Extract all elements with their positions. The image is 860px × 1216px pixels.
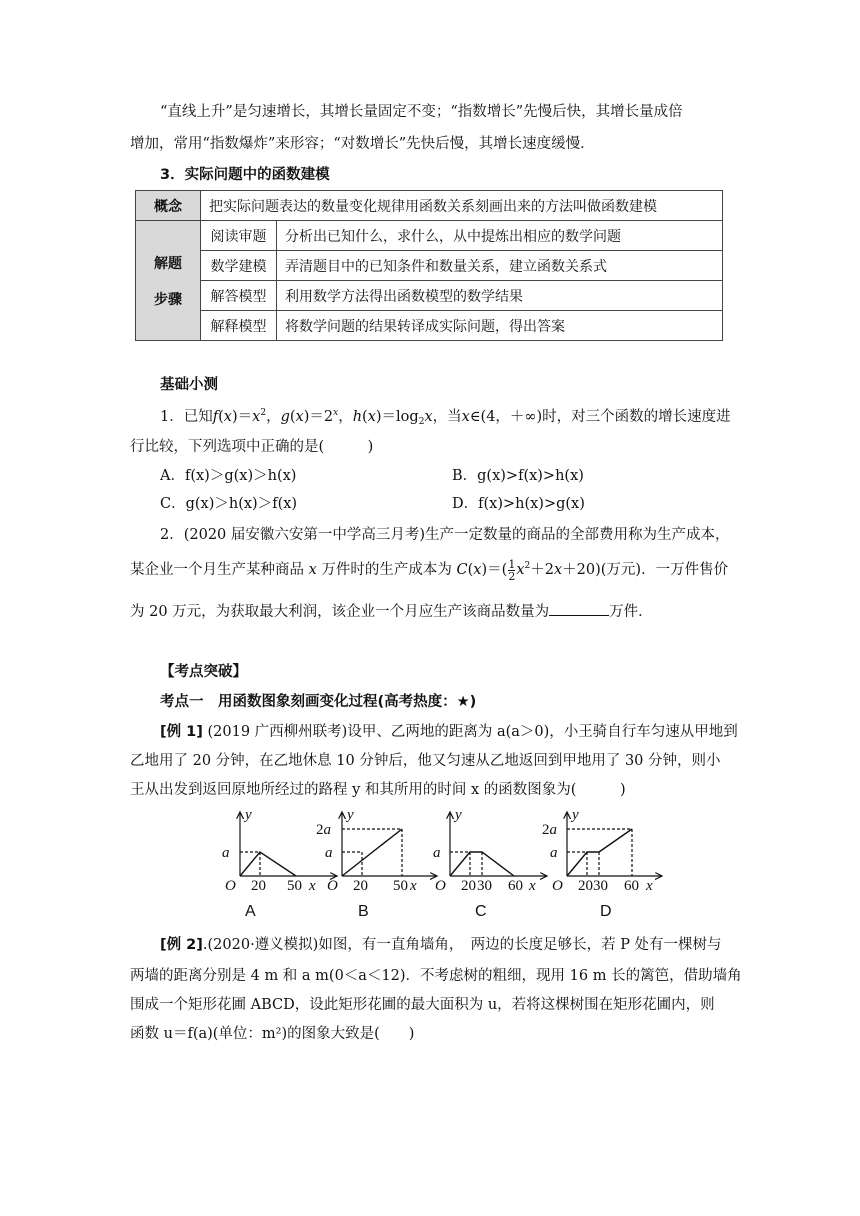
- q2-text-c: (万元)．一万件售价: [600, 562, 729, 578]
- step-name: 解释模型: [201, 311, 277, 341]
- ex2-line-1: [160, 930, 730, 960]
- intro-line-2: 增加，常用“指数爆炸”来形容；“对数增长”先快后慢，其增长速度缓慢．: [130, 136, 595, 152]
- fraction-half: $\frac{1}{2}$: [508, 557, 516, 583]
- svg-text:x: x: [529, 878, 536, 894]
- svg-text:O: O: [552, 878, 563, 894]
- svg-text:y: y: [347, 807, 354, 823]
- kp1-title: 考点一 用函数图象刻画变化过程(高考热度：★): [160, 694, 477, 710]
- step-desc: 分析出已知什么，求什么，从中提炼出相应的数学问题: [277, 221, 723, 251]
- graph-d[interactable]: [542, 807, 662, 920]
- q1-line-2: 行比较，下列选项中正确的是( ): [130, 439, 374, 455]
- step-desc: 将数学问题的结果转译成实际问题，得出答案: [277, 311, 723, 341]
- q2-line-1: 2．(2020 届安徽六安第一中学高三月考)生产一定数量的商品的全部费用称为生产成本，: [160, 527, 730, 543]
- ex1-line-3: 王从出发到返回原地所经过的路程 y 和其所用的时间 x 的函数图象为( ): [130, 782, 626, 798]
- q1-cond: ，当: [432, 409, 462, 425]
- graphs-svg: [212, 806, 682, 930]
- step-desc: 弄清题目中的已知条件和数量关系，建立函数关系式: [277, 251, 723, 281]
- svg-text:60: 60: [624, 878, 639, 894]
- table-row: [136, 191, 723, 221]
- svg-text:x: x: [646, 878, 653, 894]
- q2-text-d: 为 20 万元，为获取最大利润，该企业一个月应生产该商品数量为: [130, 604, 550, 620]
- svg-text:20: 20: [353, 878, 368, 894]
- section-3-title: 3．实际问题中的函数建模: [160, 167, 330, 183]
- svg-text:y: y: [572, 807, 579, 823]
- svg-text:B: B: [358, 903, 369, 920]
- svg-text:a: a: [222, 845, 230, 861]
- q1-option-c[interactable]: C．g(x)＞h(x)＞f(x): [160, 496, 298, 512]
- svg-text:2a: 2a: [542, 822, 557, 838]
- svg-text:D: D: [600, 903, 612, 920]
- table-row: [136, 251, 723, 281]
- step-desc: 利用数学方法得出函数模型的数学结果: [277, 281, 723, 311]
- q2-text-a: 某企业一个月生产某种商品: [130, 562, 304, 578]
- concept-text: 把实际问题表达的数量变化规律用函数关系刻画出来的方法叫做函数建模: [201, 191, 723, 221]
- breakthrough-title: 【考点突破】: [160, 664, 247, 680]
- svg-text:O: O: [225, 878, 236, 894]
- steps-header-line-1: 解题: [154, 255, 182, 272]
- svg-text:50: 50: [393, 878, 408, 894]
- q1-option-d[interactable]: D．f(x)>h(x)>g(x): [452, 496, 585, 512]
- svg-text:30: 30: [477, 878, 492, 894]
- q2-text-e: 万件．: [609, 604, 653, 620]
- table-row: [136, 221, 723, 251]
- ex2-tag: [例 2]: [160, 937, 203, 953]
- concept-header: 概念: [136, 191, 201, 221]
- ex1-line-2: 乙地用了 20 分钟，在乙地休息 10 分钟后，他又匀速从乙地返回到甲地用了 30 分钟，则小: [130, 753, 721, 769]
- q1-option-a[interactable]: A．f(x)＞g(x)＞h(x): [160, 468, 297, 484]
- q2-line-2: 某企业一个月生产某种商品 x 万件时的生产成本为 C(x)＝( $\frac{1}{2}$ $x^2+2x+20$)(万元)．一万件售价: [130, 557, 729, 583]
- modeling-table: [135, 190, 723, 341]
- svg-text:O: O: [327, 878, 338, 894]
- svg-text:20: 20: [461, 878, 476, 894]
- svg-text:30: 30: [593, 878, 608, 894]
- ex2-line-2: 两墙的距离分别是 4 m 和 a m(0＜a＜12)．不考虑树的粗细，现用 16 m 长的篱笆，借助墙角: [130, 968, 742, 984]
- q1-prefix: 1．已知: [160, 409, 213, 425]
- graph-options: [212, 806, 682, 930]
- q1-option-b[interactable]: B．g(x)>f(x)>h(x): [452, 468, 584, 484]
- table-row: [136, 311, 723, 341]
- table-row: [136, 281, 723, 311]
- ex1-text: (2019 广西柳州联考)设甲、乙两地的距离为 a(a＞0)，小王骑自行车匀速从甲地到: [202, 724, 738, 740]
- svg-text:50: 50: [287, 878, 302, 894]
- intro-line-1: “直线上升”是匀速增长，其增长量固定不变；“指数增长”先慢后快，其增长量成倍: [160, 104, 683, 120]
- ex2-text: .(2020·遵义模拟)如图，有一直角墙角， 两边的长度足够长，若 P 处有一棵树与: [202, 937, 722, 953]
- svg-text:a: a: [550, 845, 558, 861]
- ex1-line-1: [160, 717, 738, 747]
- svg-text:C: C: [475, 903, 487, 920]
- svg-text:20: 20: [578, 878, 593, 894]
- step-name: 阅读审题: [201, 221, 277, 251]
- svg-text:y: y: [455, 807, 462, 823]
- q1-line-1: 1．已知$f(x)=x^2$，$g(x)=2^x$，$h(x)=\log_2x$，当x∈(4，＋∞)时，对三个函数的增长速度进: [160, 408, 731, 427]
- svg-text:a: a: [433, 845, 441, 861]
- q2-line-3: [130, 597, 730, 627]
- svg-text:O: O: [435, 878, 446, 894]
- svg-text:x: x: [410, 878, 417, 894]
- svg-text:a: a: [325, 845, 333, 861]
- svg-text:20: 20: [251, 878, 266, 894]
- answer-blank[interactable]: [549, 601, 609, 616]
- svg-text:y: y: [245, 807, 252, 823]
- q1-range: ∈(4，＋∞)时，对三个函数的增长速度进: [469, 409, 731, 425]
- ex1-tag: [例 1]: [160, 724, 203, 740]
- svg-text:x: x: [309, 878, 316, 894]
- steps-header: [136, 221, 201, 341]
- ex2-line-3: 围成一个矩形花圃 ABCD，设此矩形花圃的最大面积为 u，若将这棵树围在矩形花圃内，则: [130, 997, 715, 1013]
- graph-c[interactable]: [433, 807, 547, 920]
- step-name: 解答模型: [201, 281, 277, 311]
- svg-text:60: 60: [508, 878, 523, 894]
- ex2-line-4: 函数 u＝f(a)(单位：m²)的图象大致是( ): [130, 1026, 415, 1042]
- steps-header-line-2: 步骤: [154, 291, 182, 308]
- quiz-title: 基础小测: [160, 377, 218, 393]
- q2-text-b: 万件时的生产成本为: [321, 562, 452, 578]
- step-name: 数学建模: [201, 251, 277, 281]
- graph-b[interactable]: [316, 807, 437, 920]
- svg-text:A: A: [245, 903, 256, 920]
- svg-text:2a: 2a: [316, 822, 331, 838]
